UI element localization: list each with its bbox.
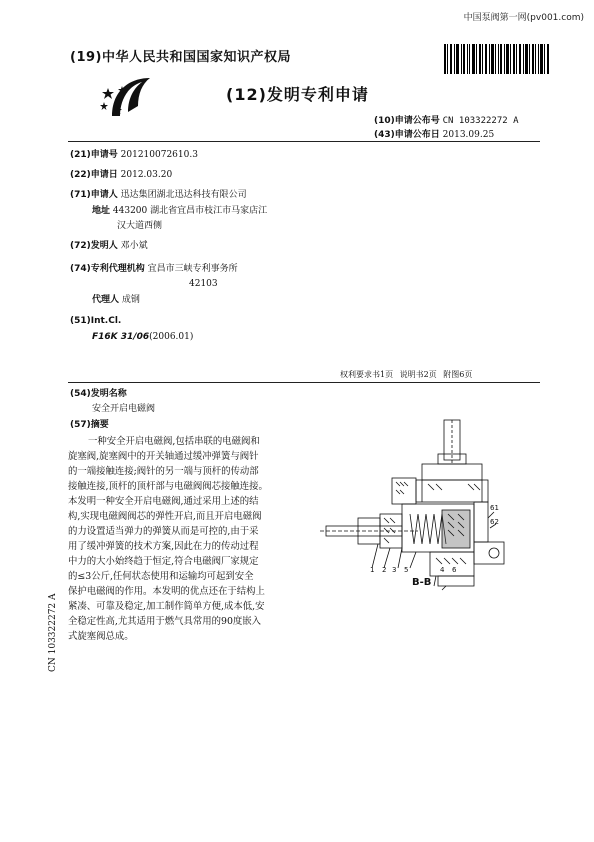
- inventor-name: 邓小斌: [120, 241, 148, 251]
- abstract-label: [70, 419, 109, 431]
- publication-number: CN 103322272 A: [442, 116, 519, 126]
- publication-date-row: [374, 127, 494, 140]
- abstract-line: 用了缓冲弹簧的技术方案,因此在力的传动过程: [68, 541, 259, 552]
- abstract-line: 旋塞阀,旋塞阀中的开关轴通过缓冲弹簧与阀针: [68, 451, 259, 462]
- figure-label-6: 6: [452, 566, 457, 574]
- publication-date: 2013.09.25: [442, 130, 495, 140]
- inventor-label: (72)发明人: [70, 241, 118, 251]
- abstract-line: 紧凑、可靠及稳定,加工制作简单方便,成本低,安: [68, 601, 265, 612]
- application-date-row: [70, 169, 172, 181]
- intcl-row: [92, 331, 193, 343]
- abstract-line: 构,实现电磁阀阀芯的弹性开启,而且开启电磁阀: [68, 511, 262, 522]
- invention-title-label: [70, 388, 127, 400]
- pages-info: 权利要求书1页 说明书2页 附图6页: [340, 370, 473, 379]
- abstract-line: 一种安全开启电磁阀,包括串联的电磁阀和: [88, 436, 260, 447]
- abstract-line: 中力的大小始终趋于恒定,符合电磁阀厂家规定: [68, 556, 259, 567]
- intcl-year: (2006.01): [149, 332, 194, 342]
- abstract-body: [68, 434, 298, 644]
- application-number-row: [70, 149, 198, 161]
- document-type-title: (12)发明专利申请: [226, 85, 369, 104]
- agency-row: [70, 263, 238, 275]
- abstract-line: 接触连接,顶杆的顶杆部与电磁阀阀芯接触连接。: [68, 481, 268, 492]
- abstract-line: 的≤3公斤,任何状态使用和运输均可起到安全: [68, 571, 254, 582]
- agency-name: 宜昌市三峡专利事务所: [147, 264, 238, 274]
- publication-number-row: [374, 113, 519, 126]
- site-watermark: 中国泵阀第一网(pv001.com): [463, 13, 584, 23]
- address-label: 地址: [92, 206, 111, 216]
- applicant-row: [70, 189, 247, 201]
- agency-label: (74)专利代理机构: [70, 264, 145, 274]
- header-divider: [68, 141, 540, 142]
- figure-label-62: 62: [490, 518, 499, 526]
- agent-name: 成钢: [121, 295, 140, 305]
- address-line-2: 汉大道西侧: [117, 221, 163, 231]
- abstract-line: 的力设置适当弹力的弹簧从而是可控的,由于采: [68, 526, 259, 537]
- application-date-label: (22)申请日: [70, 170, 118, 180]
- figure-label-2: 2: [382, 566, 387, 574]
- intcl-code: F16K 31/06: [92, 332, 150, 342]
- agency-code: 42103: [189, 279, 218, 289]
- figure-label-61: 61: [490, 504, 499, 512]
- valve-cross-section-drawing: [318, 418, 514, 598]
- figure-caption: B-B: [412, 577, 432, 588]
- figure-label-4: 4: [440, 566, 445, 574]
- application-number: 201210072610.3: [120, 150, 198, 160]
- side-publication-code: CN 103322272 A: [48, 593, 58, 672]
- publication-date-label: (43)申请公布日: [374, 130, 440, 140]
- abstract-line: 的一端接触连接;阀针的另一端与顶杆的传动部: [68, 466, 259, 477]
- invention-title: 安全开启电磁阀: [92, 404, 156, 414]
- inventor-row: [70, 240, 148, 252]
- agent-label: 代理人: [92, 295, 120, 305]
- figure-label-3: 3: [392, 566, 397, 574]
- abstract-line: 式旋塞阀总成。: [68, 631, 134, 642]
- abstract-label-text: (57)摘要: [70, 420, 109, 430]
- patent-office-name: (19)中华人民共和国国家知识产权局: [70, 50, 291, 65]
- address-line-1: 443200 湖北省宜昌市枝江市马家店江: [112, 206, 268, 216]
- barcode-image: [444, 44, 550, 74]
- application-number-label: (21)申请号: [70, 150, 118, 160]
- abstract-line: 保护电磁阀的作用。本发明的优点还在于结构上: [68, 586, 265, 597]
- publication-number-label: (10)申请公布号: [374, 116, 440, 126]
- figure-label-5: 5: [404, 566, 409, 574]
- application-date: 2012.03.20: [120, 170, 173, 180]
- applicant-label: (71)申请人: [70, 190, 118, 200]
- applicant-name: 迅达集团湖北迅达科技有限公司: [120, 190, 247, 200]
- address-row: [92, 205, 267, 217]
- figure-label-1: 1: [370, 566, 375, 574]
- intcl-label: [70, 315, 121, 327]
- abstract-line: 全稳定性高,尤其适用于燃气具常用的90度嵌入: [68, 616, 262, 627]
- cnipa-logo-icon: [98, 72, 156, 120]
- abstract-line: 本发明一种安全开启电磁阀,通过采用上述的结: [68, 496, 259, 507]
- agent-row: [92, 294, 140, 306]
- intcl-label-text: (51)Int.Cl.: [70, 316, 122, 326]
- middle-divider: [68, 382, 540, 383]
- invention-title-label-text: (54)发明名称: [70, 389, 127, 399]
